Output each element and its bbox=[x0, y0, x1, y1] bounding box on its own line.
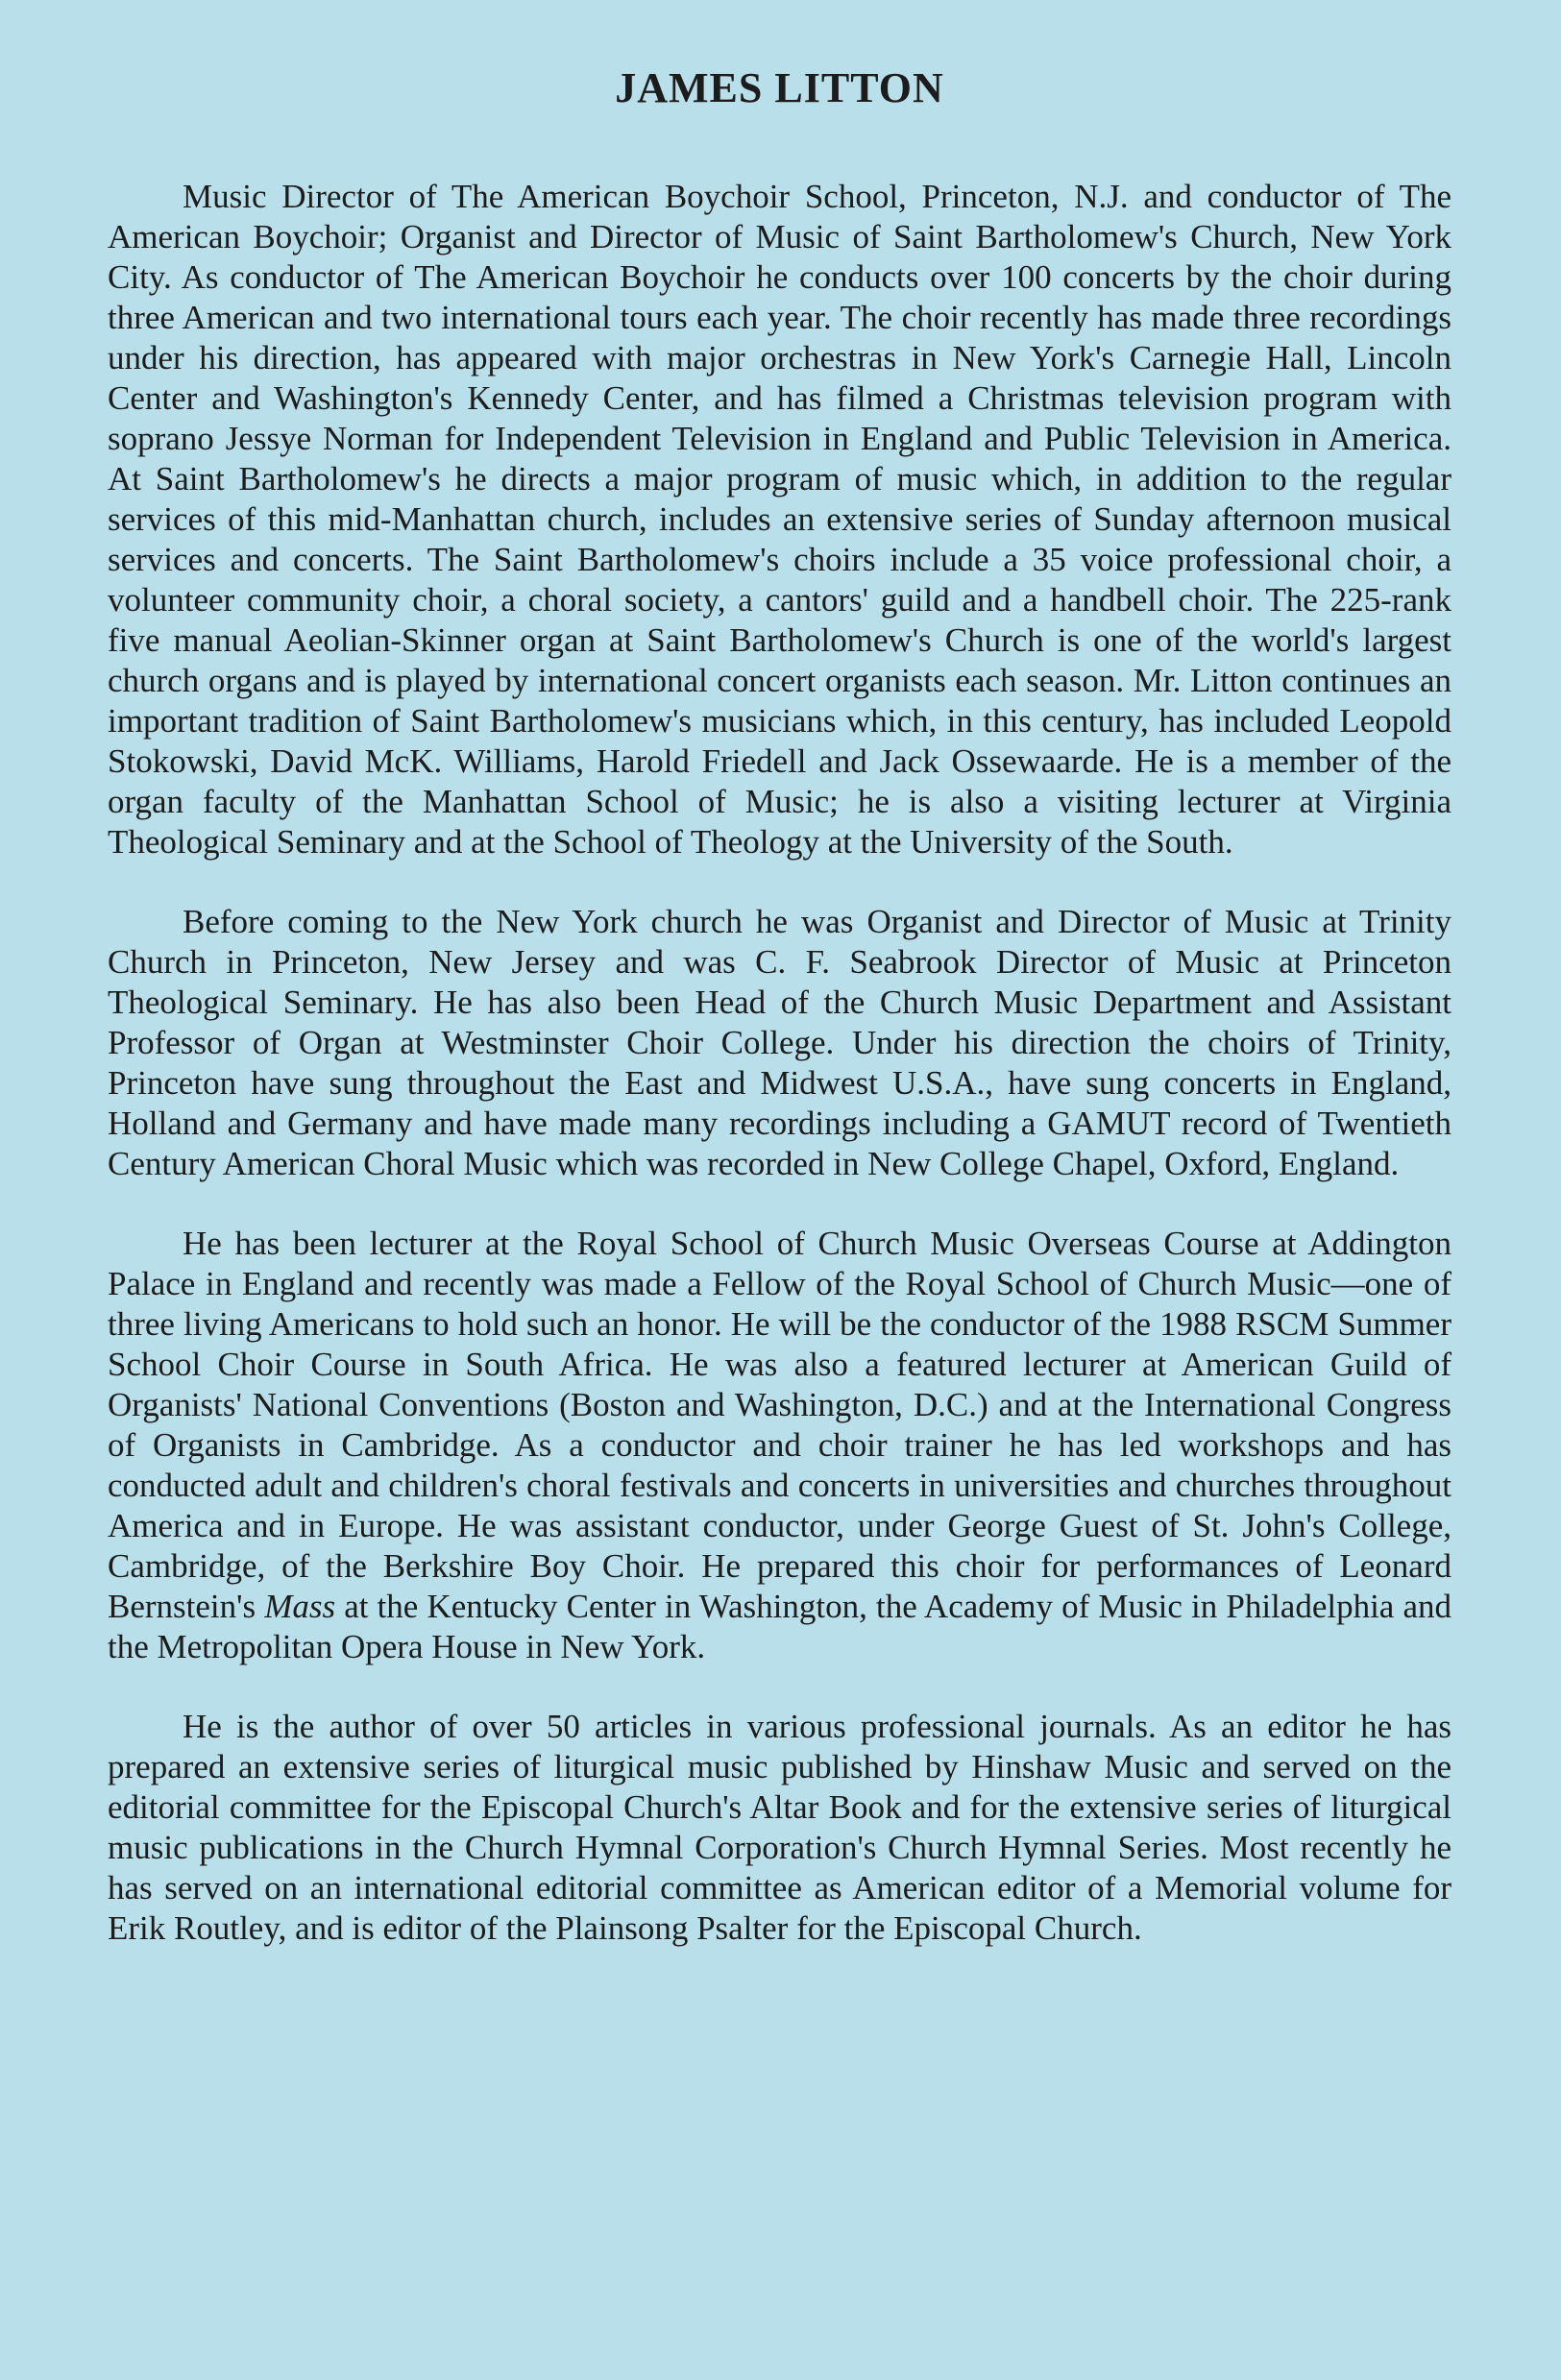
paragraph-4: He is the author of over 50 articles in various professional journals. As an editor he has prepared an extensive series of liturgical music published by Hinshaw Music and served on the editorial committee for the Episcopal Church's Altar Book and for the extensive series of liturgical music publications in the Church Hymnal Corporation's Church Hymnal Series. Most recently he has served on an international editorial committee as American editor of a Memorial volume for Erik Routley, and is editor of the Plainsong Psalter for the Episcopal Church. bbox=[108, 1708, 1451, 1948]
page-title: JAMES LITTON bbox=[615, 64, 944, 111]
paragraph-3-text-after: at the Kentucky Center in Washington, the Academy of Music in Philadelphia and the Metropolitan Opera House in New York. bbox=[108, 1588, 1451, 1666]
biography-text bbox=[108, 177, 1451, 1949]
paragraph-2: Before coming to the New York church he was Organist and Director of Music at Trinity Church in Princeton, New Jersey and was C. F. Seabrook Director of Music at Princeton Theological Seminary. He has also been Head of the Church Music Department and Assistant Professor of Organ at Westminster Choir College. Under his direction the choirs of Trinity, Princeton have sung throughout the East and Midwest U.S.A., have sung concerts in England, Holland and Germany and have made many recordings including a GAMUT record of Twentieth Century American Choral Music which was recorded in New College Chapel, Oxford, England. bbox=[108, 903, 1451, 1183]
paragraph-3 bbox=[108, 1224, 1451, 1667]
paragraph-1: Music Director of The American Boychoir School, Princeton, N.J. and conductor of The American Boychoir; Organist and Director of Music of Saint Bartholomew's Church, New York City. As conductor of The American Boychoir he conducts over 100 concerts by the choir during three American and two international tours each year. The choir recently has made three recordings under his direction, has appeared with major orchestras in New York's Carnegie Hall, Lincoln Center and Washington's Kennedy Center, and has filmed a Christmas television program with soprano Jessye Norman for Independent Television in England and Public Television in America. At Saint Bartholomew's he directs a major program of music which, in addition to the regular services of this mid-Manhattan church, includes an extensive series of Sunday afternoon musical services and concerts. The Saint Bartholomew's choirs include a 35 voice professional choir, a volunteer community choir, a choral society, a cantors' guild and a handbell choir. The 225-rank five manual Aeolian-Skinner organ at Saint Bartholomew's Church is one of the world's largest church organs and is played by international concert organists each season. Mr. Litton continues an important tradition of Saint Bartholomew's musicians which, in this century, has included Leopold Stokowski, David McK. Williams, Harold Friedell and Jack Ossewaarde. He is a member of the organ faculty of the Manhattan School of Music; he is also a visiting lecturer at Virginia Theological Seminary and at the School of Theology at the University of the South. bbox=[108, 178, 1451, 862]
paragraph-3-text-before: He has been lecturer at the Royal School of Church Music Overseas Course at Addington Palace in England and recently was made a Fellow of the Royal School of Church Music—one of three living Americans to hold such an honor. He will be the conductor of the 1988 RSCM Summer School Choir Course in South Africa. He was also a featured lecturer at American Guild of Organists' National Conventions (Boston and Washington, D.C.) and at the International Congress of Organists in Cambridge. As a conductor and choir trainer he has led workshops and has conducted adult and children's choral festivals and concerts in universities and churches throughout America and in Europe. He was assistant conductor, under George Guest of St. John's College, Cambridge, of the Berkshire Boy Choir. He prepared this choir for performances of Leonard Bernstein's bbox=[108, 1225, 1451, 1626]
mass-title-italic: Mass bbox=[264, 1588, 336, 1626]
